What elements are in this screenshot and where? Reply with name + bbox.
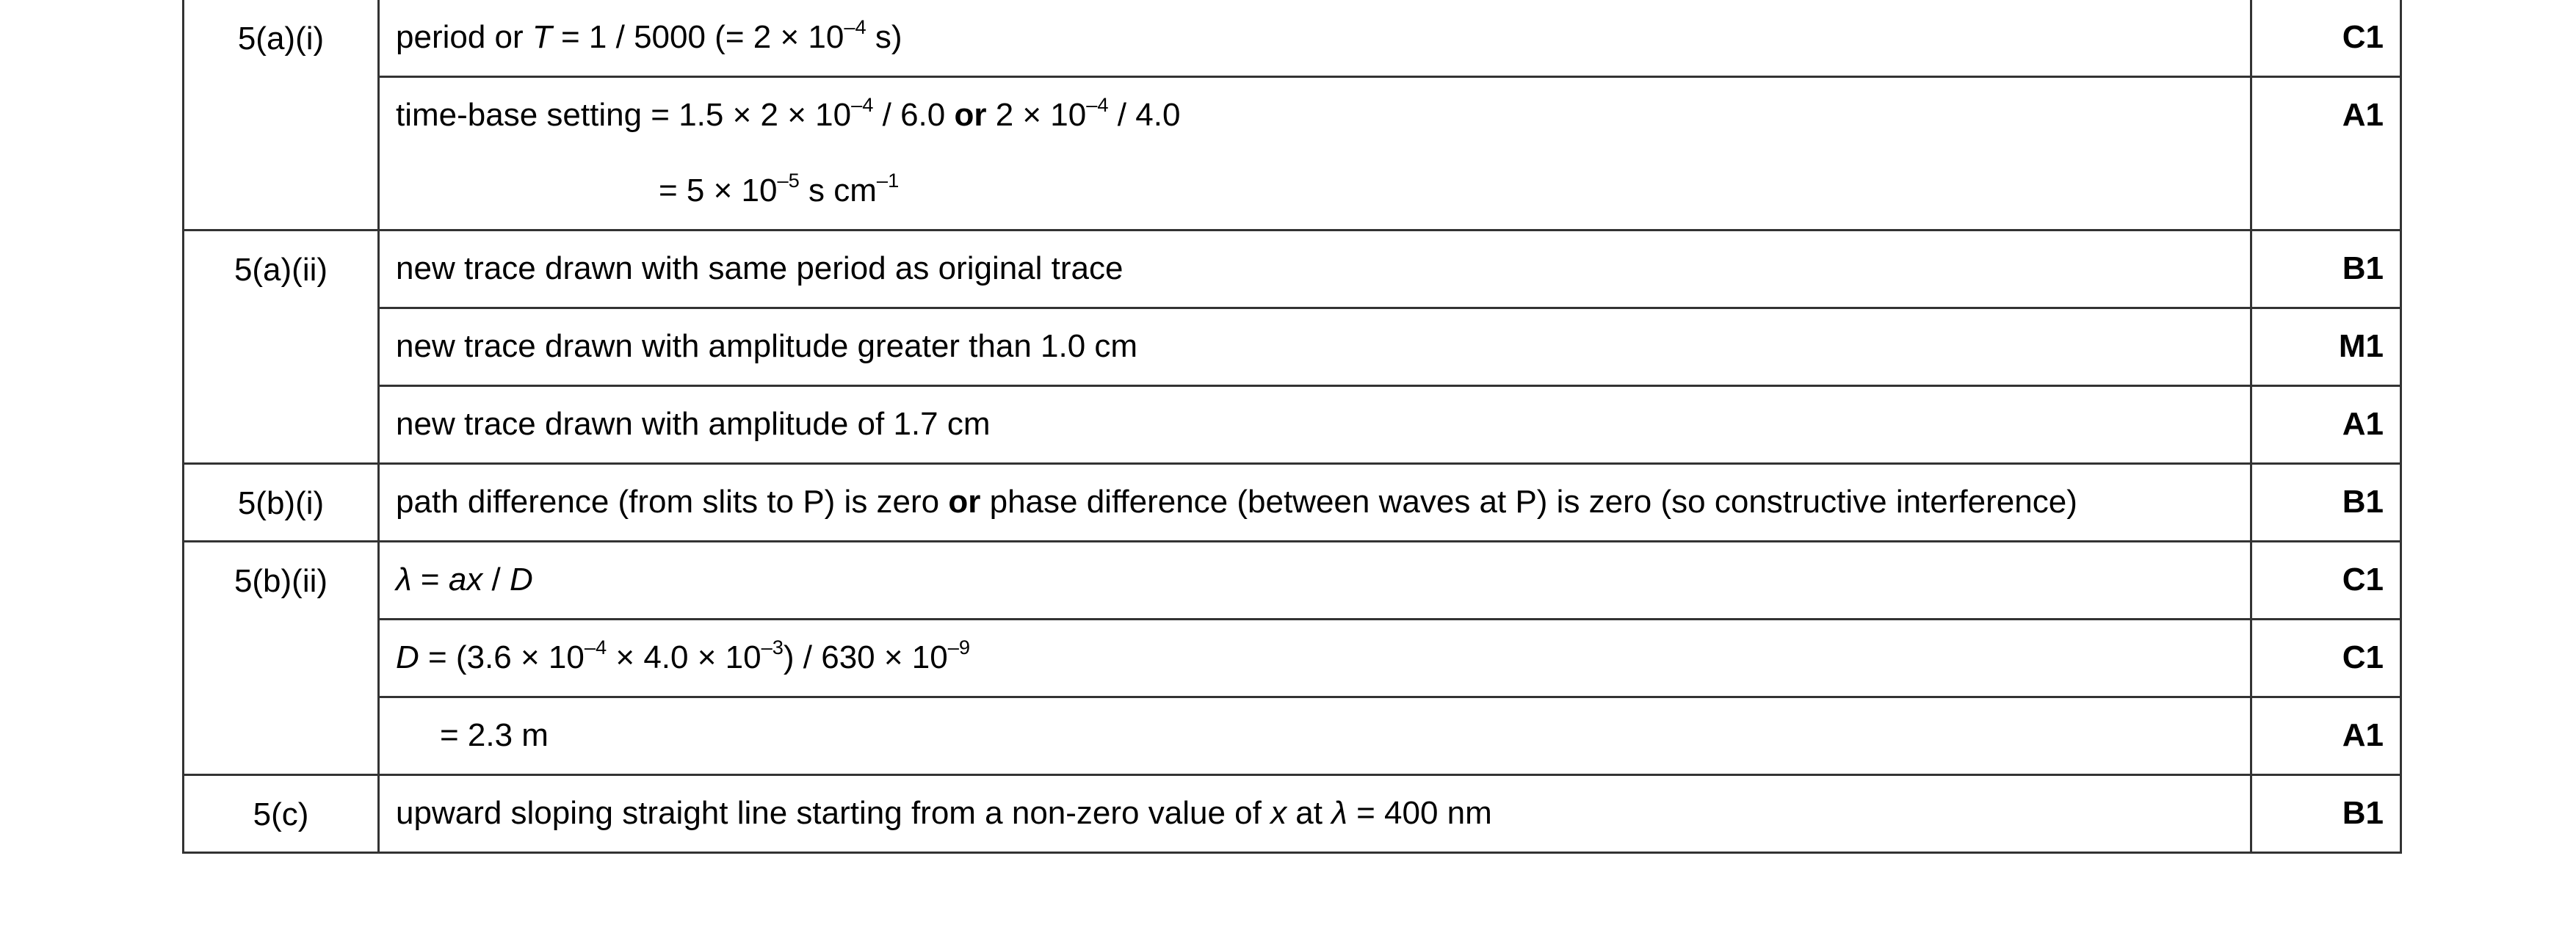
table-row — [184, 77, 2401, 230]
question-number: 5(b)(ii) — [184, 542, 379, 775]
mark-cell — [2251, 386, 2401, 464]
table-row — [184, 230, 2401, 308]
table-row — [184, 0, 2401, 77]
table-row — [184, 386, 2401, 464]
mark-cell — [2251, 77, 2401, 230]
answer-line: D = (3.6 × 10 $^{-4}$ × 4.0 × 10 $^{-3}$ ) / 630 × 10 $^{-9}$ — [396, 635, 971, 676]
mark-cell — [2251, 697, 2401, 775]
mark-code: B1 — [2342, 484, 2384, 520]
mark-code: M1 — [2338, 328, 2384, 365]
answer-cell — [379, 697, 2251, 775]
answer-line: = 5 × 10 $^{-5}$ s cm $^{-1}$ — [659, 168, 900, 209]
answer-cell — [379, 77, 2251, 230]
answer-line: path difference (from slits to P) is zero or phase difference (between waves at P) is zero (so constructive interference) — [396, 484, 2077, 520]
mark-code: B1 — [2342, 250, 2384, 287]
answer-line: new trace drawn with same period as original trace — [396, 250, 1124, 287]
answer-cell — [379, 464, 2251, 542]
question-number: 5(c) — [184, 775, 379, 853]
answer-cell — [379, 308, 2251, 386]
mark-code: C1 — [2342, 562, 2384, 598]
table-row — [184, 775, 2401, 853]
answer-line: new trace drawn with amplitude of 1.7 cm — [396, 406, 991, 443]
mark-cell — [2251, 620, 2401, 697]
question-number: 5(a)(i) — [184, 0, 379, 230]
mark-cell — [2251, 308, 2401, 386]
table-row — [184, 464, 2401, 542]
mark-code: A1 — [2342, 97, 2384, 134]
answer-cell — [379, 775, 2251, 853]
answer-line: time-base setting = 1.5 × 2 × 10 $^{-4}$ / 6.0 or 2 × 10 $^{-4}$ / 4.0 — [396, 92, 1181, 134]
answer-line: = 2.3 m — [440, 717, 549, 754]
answer-line: λ = ax / D — [396, 562, 533, 598]
mark-code: C1 — [2342, 639, 2384, 676]
answer-line: new trace drawn with amplitude greater than 1.0 cm — [396, 328, 1138, 365]
mark-code: B1 — [2342, 795, 2384, 832]
mark-cell — [2251, 0, 2401, 77]
answer-cell — [379, 0, 2251, 77]
mark-cell — [2251, 542, 2401, 620]
mark-scheme-table — [182, 0, 2402, 854]
answer-cell — [379, 230, 2251, 308]
question-number: 5(b)(i) — [184, 464, 379, 542]
mark-cell — [2251, 775, 2401, 853]
mark-code: A1 — [2342, 717, 2384, 754]
answer-line: period or T = 1 / 5000 (= 2 × 10 $^{-4}$ s) — [396, 15, 902, 56]
table-row — [184, 697, 2401, 775]
answer-cell — [379, 542, 2251, 620]
question-number: 5(a)(ii) — [184, 230, 379, 464]
mark-cell — [2251, 464, 2401, 542]
table-row — [184, 308, 2401, 386]
table-row — [184, 542, 2401, 620]
mark-code: C1 — [2342, 19, 2384, 56]
mark-code: A1 — [2342, 406, 2384, 443]
answer-cell — [379, 386, 2251, 464]
mark-cell — [2251, 230, 2401, 308]
table-row — [184, 620, 2401, 697]
answer-line: upward sloping straight line starting from a non-zero value of x at λ = 400 nm — [396, 795, 1492, 832]
answer-cell — [379, 620, 2251, 697]
